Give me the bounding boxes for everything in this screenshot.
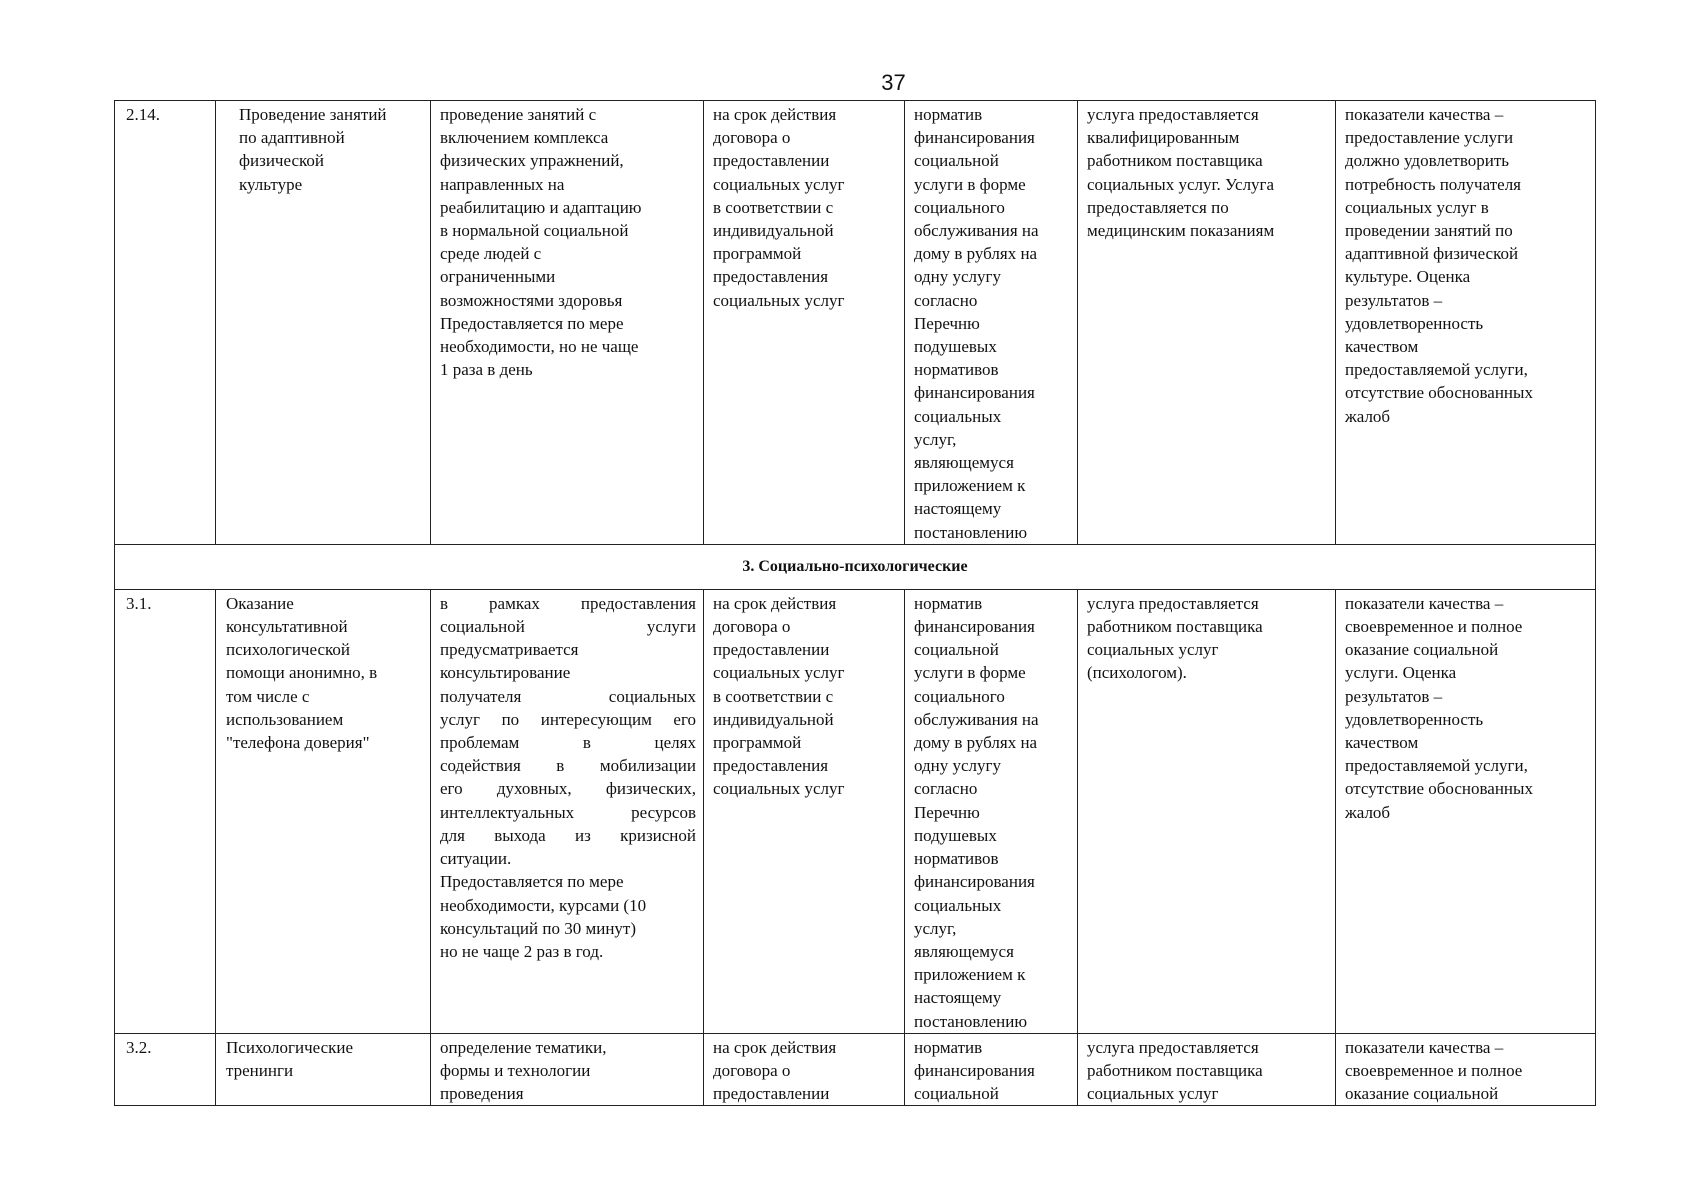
service-quality: показатели качества – своевременное и полное оказание социальной услуги. Оценка результатов – удовлетворенность качеством предоставляемой услуги, отсутствие обоснованных жалоб bbox=[1336, 589, 1596, 1033]
service-conditions: услуга предоставляется квалифицированным работником поставщика социальных услуг. Услуга предоставляется по медицинским показаниям bbox=[1078, 101, 1336, 545]
description-line: ситуации. bbox=[440, 849, 512, 869]
description-line: необходимости, курсами (10 bbox=[440, 895, 647, 915]
description-line: социальной услуги bbox=[440, 617, 696, 637]
service-quality: показатели качества – предоставление услуги должно удовлетворить потребность получателя социальных услуг в проведении занятий по адаптивной физической культуре. Оценка результатов – удовлетворенность качеством предоставляемой услуги, отсутствие обоснованных жалоб bbox=[1336, 101, 1596, 545]
description-line: интеллектуальных ресурсов bbox=[440, 802, 696, 822]
service-conditions: услуга предоставляется работником поставщика социальных услуг bbox=[1078, 1033, 1336, 1106]
table-row bbox=[115, 589, 1596, 1033]
service-norm: норматив финансирования социальной услуги в форме социального обслуживания на дому в рублях на одну услугу согласно Перечню подушевых нормативов финансирования социальных услуг, являющемуся приложением к настоящему постановлению bbox=[905, 589, 1078, 1033]
service-term: на срок действия договора о предоставлении социальных услуг в соответствии с индивидуальной программой предоставления социальных услуг bbox=[704, 589, 905, 1033]
service-term: на срок действия договора о предоставлении социальных услуг в соответствии с индивидуальной программой предоставления социальных услуг bbox=[704, 101, 905, 545]
description-line: содействия в мобилизации bbox=[440, 756, 696, 776]
section-heading: 3. Социально-психологические bbox=[115, 544, 1596, 589]
description-line: в рамках предоставления bbox=[440, 593, 696, 613]
service-quality: показатели качества – своевременное и полное оказание социальной bbox=[1336, 1033, 1596, 1106]
service-norm: норматив финансирования социальной bbox=[905, 1033, 1078, 1106]
services-table bbox=[114, 100, 1596, 1106]
service-number: 2.14. bbox=[115, 101, 216, 545]
service-norm: норматив финансирования социальной услуги в форме социального обслуживания на дому в рублях на одну услугу согласно Перечню подушевых нормативов финансирования социальных услуг, являющемуся приложением к настоящему постановлению bbox=[905, 101, 1078, 545]
service-term: на срок действия договора о предоставлении bbox=[704, 1033, 905, 1106]
service-name: Проведение занятий по адаптивной физической культуре bbox=[216, 101, 431, 545]
description-line: но не чаще 2 раз в год. bbox=[440, 941, 604, 961]
service-name: Психологические тренинги bbox=[216, 1033, 431, 1106]
table-row bbox=[115, 1033, 1596, 1106]
description-line: консультирование bbox=[440, 663, 571, 683]
service-number: 3.1. bbox=[115, 589, 216, 1033]
description-line: проблемам в целях bbox=[440, 733, 696, 753]
description-line: получателя социальных bbox=[440, 686, 696, 706]
description-line: консультаций по 30 минут) bbox=[440, 918, 637, 938]
service-description: проведение занятий с включением комплекса физических упражнений, направленных на реабилитацию и адаптацию в нормальной социальной среде людей с ограниченными возможностями здоровья Предоставляется по мере необходимости, но не чаще 1 раза в день bbox=[431, 101, 704, 545]
page-number: 37 bbox=[881, 70, 906, 95]
service-description: определение тематики, формы и технологии проведения bbox=[431, 1033, 704, 1106]
description-line: предусматривается bbox=[440, 640, 579, 660]
section-row bbox=[115, 544, 1596, 589]
service-name: Оказание консультативной психологической помощи анонимно, в том числе с использованием "телефона доверия" bbox=[216, 589, 431, 1033]
table-row bbox=[115, 101, 1596, 545]
service-description bbox=[431, 589, 704, 1033]
description-line: Предоставляется по мере bbox=[440, 872, 624, 892]
service-number: 3.2. bbox=[115, 1033, 216, 1106]
description-line: его духовных, физических, bbox=[440, 779, 696, 799]
service-conditions: услуга предоставляется работником поставщика социальных услуг (психологом). bbox=[1078, 589, 1336, 1033]
description-line: услуг по интересующим его bbox=[440, 709, 696, 729]
description-line: для выхода из кризисной bbox=[440, 825, 696, 845]
